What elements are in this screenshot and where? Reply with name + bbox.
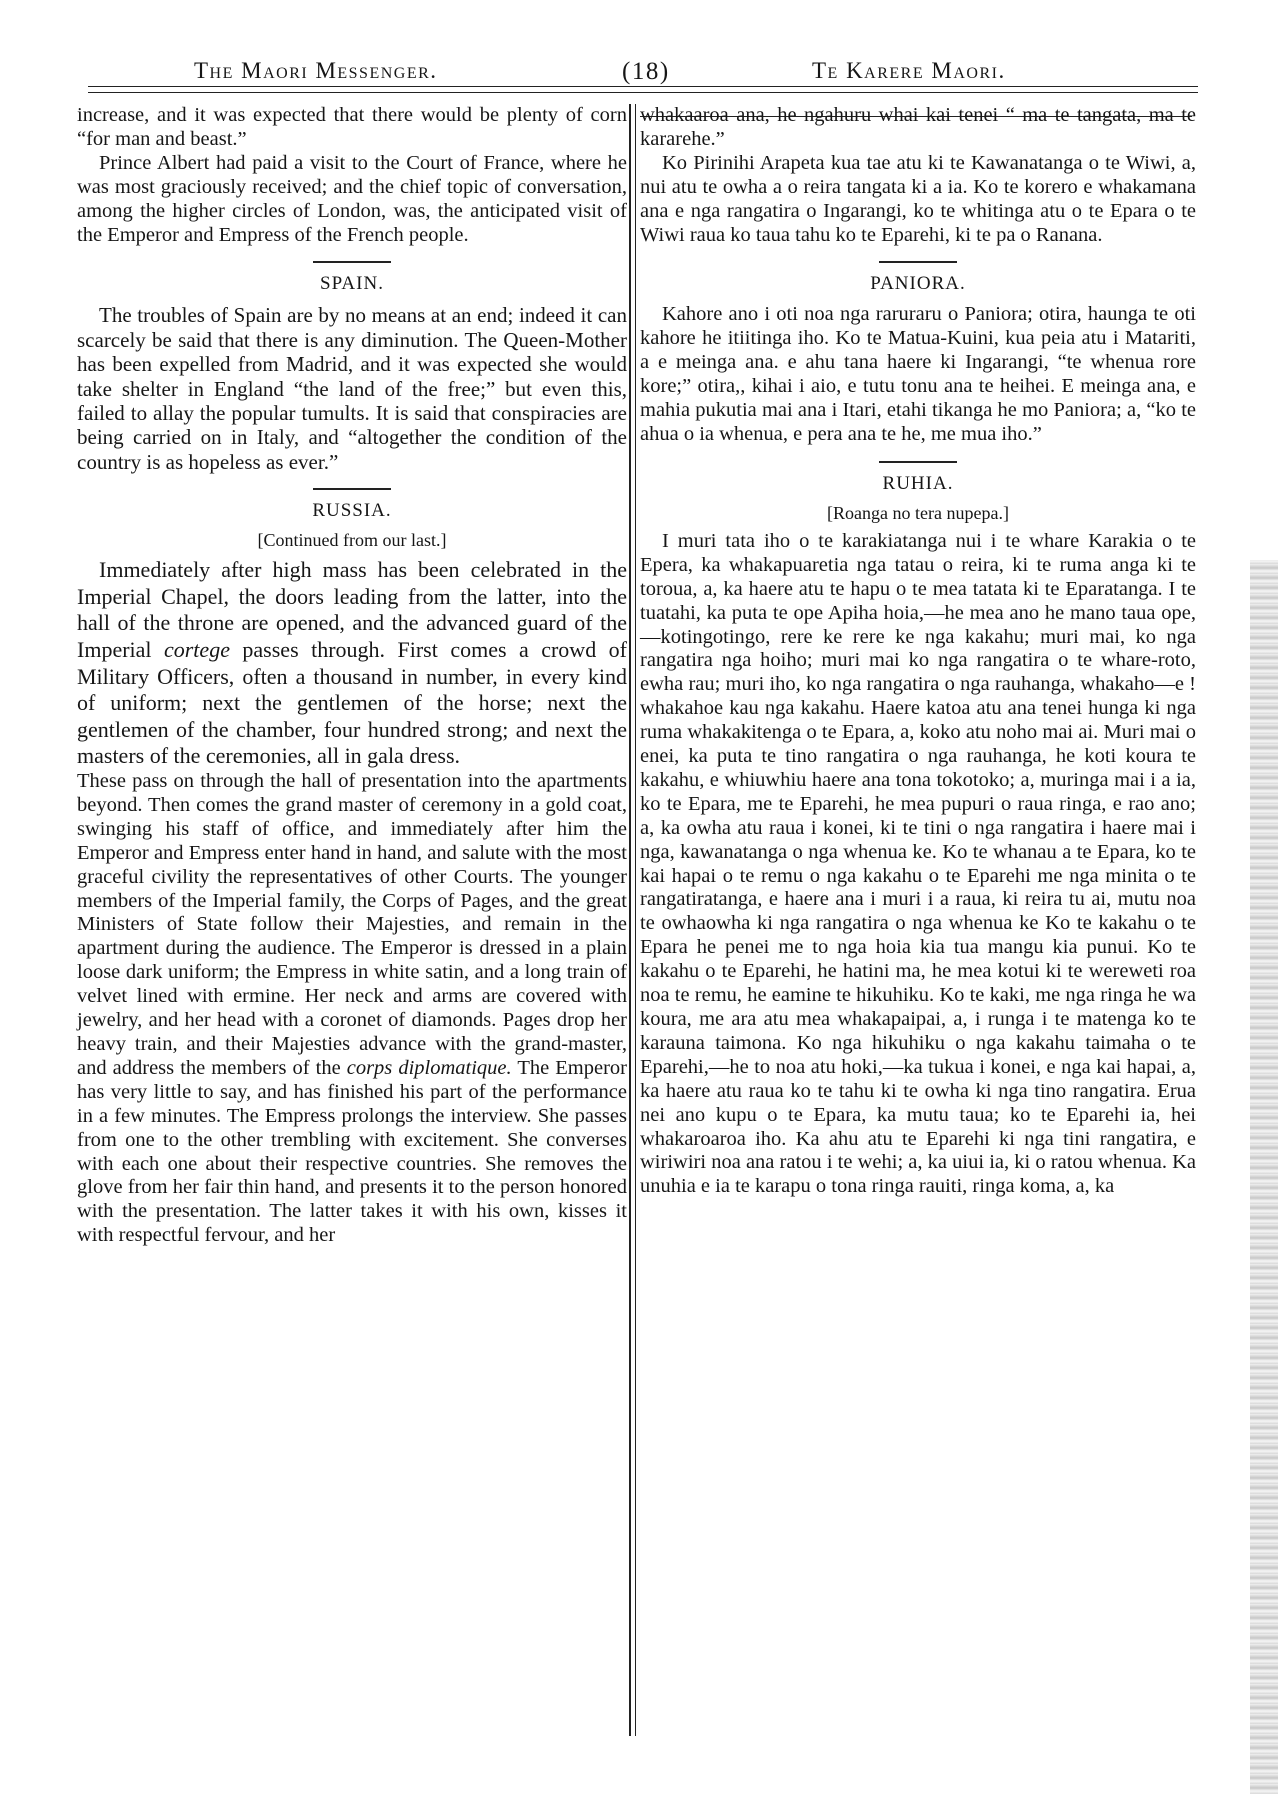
russia-paragraph-2: [77, 770, 627, 1248]
ruhia-heading: RUHIA.: [882, 472, 954, 494]
header-rule-top: [88, 86, 1198, 87]
maori-paragraph-2: Ko Pirinihi Arapeta kua tae atu ki te Kawanatanga o te Wiwi, a, nui atu te owha a o reira tangata ki a ia. Ko te korero e whakamana ana e nga rangatira o Ingarangi, ko te whitinga atu o te Epara o te Wiwi raua ko taua tahu ko te Eparehi, ki te pa o Ranana.: [640, 151, 1196, 246]
english-paragraph-1: increase, and it was expected that there would be plenty of corn “for man and beast.”: [77, 104, 627, 150]
ruhia-paragraph: I muri tata iho o te karakiatanga nui i te whare Karakia o te Epera, ka whakapuaretia nga tatau o reira, ki te ruma anga ki te toroua, a, ka haere atu te hapu o te mea tatata ki te Eparatanga. I te tuatahi, ka puta te ope Apiha hoia,—he mea ano he mano taua ope,—kotingotingo, rere ke rere ke nga kakahu; muri mai, ko nga rangatira nga hoiho; muri mai ko nga rangatira o te whare-roto, ewha rau; muri iho, ko nga rangatira o nga rauhanga, whakaho—e ! whakahoe kau nga kakahu. Haere katoa atu ana tenei hunga ki nga ruma whakakitenga o te Epara, a, koko atu noho mai ai. Muri mai o enei, ka puta te tino rangatira o nga rauhanga, he koti koura te kakahu, e whiuwhiu haere ana tona tokotoko; a, muringa mai i a ia, ko te Epara, me te Eparehi, he mea pupuri o raua ringa, e rao ano; a, ka owha atu raua i konei, ki te tini o nga rangatira i haere mai i nga, kawanatanga o nga whenua ke. Ko te whanau a te Epara, ko te kai hapai o te remu o nga kakahu o te Eparehi me nga minita o te rangatiratanga, e haere ana i muri i a raua, ki reira tu ai, mutu noa te owhaowha ki nga rangatira o nga whenua ke Ko te kakahu o te Epara he penei me to nga hoia kia tua mangu kia punui. Ko te kakahu o te Eparehi, he hatini ma, he mea kotui ki te wereweti roa noa te remu, he eamine te hikuhiku. Ko te kaki, me nga ringa he wa koura, me ara atu mea whakapaipai, a, i runga i te matenga ko te karauna taimona. Ko nga hikuhiku o nga kakahu taimaha o te Eparehi,—he to noa atu hoki,—ka tukua i konei, e nga kai hapai, a, ka haere atu raua ko te tahu ki te owha ki nga tino rangatira. Erua nei ano kupu o te Epara, ka mutu taua; ko te Eparehi ia, hei whakaroaroa iho. Ka ahu atu te Eparehi ki nga tini rangatira, e wiriwiri noa ana ratou i te wehi; a, ka uiui ia, ki o ratou whenua. Ka unuhia e ia te karapu o tona ringa rauiti, ringa koma, a, ka: [640, 529, 1196, 1198]
russia-text-1c: passes through. First comes a crowd of Military Officers, often a thousand in number, in every kind of uniform; next the gentlemen of the horse; next the gentlemen of the chamber, four hundred strong; and next the masters of the ceremonies, all in gala dress.: [77, 637, 627, 769]
header-rule-bottom: [88, 92, 1198, 93]
section-divider: [313, 261, 391, 263]
scan-edge-artifact: [1250, 560, 1278, 1794]
spain-paragraph: The troubles of Spain are by no means at an end; indeed it can scarcely be said that there is any diminution. The Queen-Mother has been expelled from Madrid, and it was expected she would take shelter in England “the land of the free;” but even this, failed to allay the popular tumults. It is said that conspiracies are being carried on in Italy, and “altogether the condition of the country is as hopeless as ever.”: [77, 303, 627, 474]
english-paragraph-2: Prince Albert had paid a visit to the Court of France, where he was most graciously received; and the chief topic of conversation, among the higher circles of London, was, the anticipated visit of the Emperor and Empress of the French people.: [77, 151, 627, 246]
section-divider: [313, 488, 391, 490]
russia-heading: RUSSIA.: [312, 500, 392, 522]
header-maori-title: Te Karere Maori.: [812, 58, 1006, 83]
russia-text-1a: Immediately after high mass has been celebrated in the Imperial Chapel, the doors leading from the latter, into the hall of the throne are opened, and the advanced guard of the Imperial: [77, 557, 627, 663]
column-divider-secondary: [635, 104, 636, 1736]
spain-heading: SPAIN.: [320, 273, 384, 295]
maori-paragraph-1: whakaaroa ana, he ngahuru whai kai tenei “ ma te tangata, ma te kararehe.”: [640, 104, 1196, 150]
russia-text-corps-diplomatique: corps diplomatique.: [346, 1056, 512, 1079]
maori-column: [640, 104, 1196, 1199]
header-english-title: The Maori Messenger.: [194, 58, 438, 83]
section-divider: [879, 261, 957, 263]
russia-paragraph-1: [77, 557, 627, 770]
section-divider: [879, 461, 957, 463]
page-number: (18): [622, 58, 670, 85]
column-divider: [629, 104, 631, 1736]
russia-text-2a: These pass on through the hall of presentation into the apartments beyond. Then comes the grand master of ceremony in a gold coat, swinging his staff of office, and immediately after him the Emperor and Empress enter hand in hand, and salute with the most graceful civility the representatives of other Courts. The younger members of the Imperial family, the Corps of Pages, and the great Ministers of State follow their Majesties, and remain in the apartment during the audience. The Emperor is dressed in a plain loose dark uniform; the Empress in white satin, and a long train of velvet lined with ermine. Her neck and arms are covered with jewelry, and her head with a coronet of diamonds. Pages drop her heavy train, and their Majesties advance with the grand-master, and address the members of the: [77, 770, 627, 1079]
paniora-heading: PANIORA.: [870, 273, 966, 295]
paniora-paragraph: Kahore ano i oti noa nga raruraru o Paniora; otira, haunga te oti kahore he itiitinga iho. Ko te Matua-Kuini, kua peia atu i Matariti, a e meinga ana. e ahu tana haere ki Ingarangi, “te whenua rore kore;” otira,, kihai i aio, e tutu tonu ana te heihei. E meinga ana, e mahia pukutia mai ana i Itari, etahi tikanga he mo Paniora; a, “ko te ahua o ia whenua, e pera ana te he, me mua iho.”: [640, 303, 1196, 445]
russia-subheading: [Continued from our last.]: [257, 530, 447, 551]
english-column: [77, 104, 627, 1248]
russia-text-2c: The Emperor has very little to say, and has finished his part of the performance in a few minutes. The Empress prolongs the interview. She passes from one to the other trembling with excitement. She converses with each one about their respective countries. She removes the glove from her fair thin hand, and presents it to the person honored with the presentation. The latter takes it with his own, kisses it with respectful fervour, and her: [77, 1056, 627, 1247]
ruhia-subheading: [Roanga no tera nupepa.]: [827, 502, 1009, 523]
russia-text-cortege: cortege: [163, 637, 230, 663]
page-header: [70, 58, 1205, 94]
